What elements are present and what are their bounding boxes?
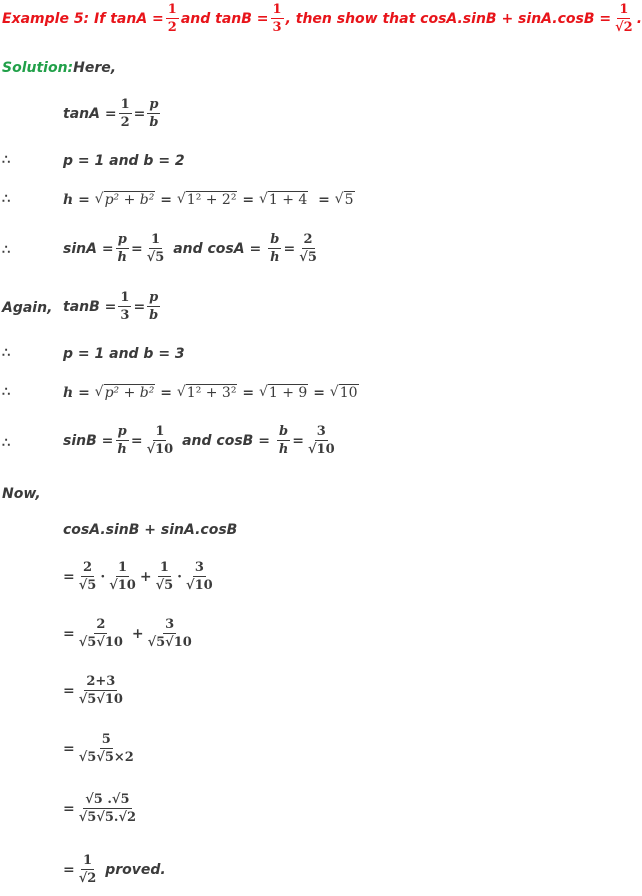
fraction-one-half: $\frac{1}{2}$ [167,2,177,35]
expr-line: cosA.sinB + sinA.cosB [63,522,238,538]
fraction-one-third: $\frac{1}{3}$ [272,2,282,35]
sinB-line: sinB = $\frac{p}{h}$ = $\frac{1}{√10}$ and cosB = $\frac{b}{h}$ = $\frac{3}{√10}$ [63,424,335,457]
solution-line [2,60,116,76]
h-line-1: h = √ p² + b² = √ 1² + 2² = √ 1 + 4 = √ 5 [63,191,354,208]
p1b2-line: p = 1 and b = 2 [63,153,185,169]
example-mid2: , then show that cosA.sinB + sinA.cosB = [285,10,612,27]
frac-p-b: $\frac{p}{b}$ [149,97,159,130]
now-label: Now, [2,486,41,502]
sqrt-p2b2: √ p² + b² [94,191,155,208]
sqrt-1-4: √ 1 + 4 [258,191,308,208]
example-prefix: Example 5: If tanA = [2,10,164,27]
proved-text: proved. [105,861,166,878]
tanA-line: tanA = $\frac{1}{2}$ = $\frac{p}{b}$ [63,97,159,130]
step-1: = $\frac{2}{√5}$ · $\frac{1}{√10}$ + $\frac{1}{√5}$ · $\frac{3}{√10}$ [63,560,213,593]
h-line-2: h = √ p² + b² = √ 1² + 3² = √ 1 + 9 = √ 10 [63,384,358,401]
solution-label: Solution: [2,60,74,76]
example-heading [2,2,642,35]
therefore-1: ∴ [2,153,11,168]
fraction-one-root-two: $\frac{1}{√2}$ [615,2,633,35]
therefore-6: ∴ [2,436,11,451]
p1b3-line: p = 1 and b = 3 [63,346,185,362]
therefore-2: ∴ [2,192,11,207]
sqrt-5: √ 5 [334,191,354,208]
sqrt-1-2: √ 1² + 2² [176,191,237,208]
therefore-3: ∴ [2,243,11,258]
step-4: = $\frac{5}{√5√5\times 2}$ [63,732,134,765]
again-label: Again, [2,300,53,316]
step-2: = $\frac{2}{√5√10}$ + $\frac{3}{√5√10}$ [63,617,192,650]
step-3: = $\frac{2+3}{√5√10}$ [63,674,123,707]
tanB-line: tanB = $\frac{1}{3}$ = $\frac{p}{b}$ [63,290,159,323]
sinA-line: sinA = $\frac{p}{h}$ = $\frac{1}{√5}$ and cosA = $\frac{b}{h}$ = $\frac{2}{√5}$ [63,232,317,265]
example-mid1: and tanB = [180,10,269,27]
example-end: . [636,10,642,27]
step-6: = $\frac{1}{√2}$ proved. [63,853,166,886]
step-5: = $\frac{√5 .√5}{√5√5.√2}$ [63,792,137,825]
therefore-5: ∴ [2,385,11,400]
frac-1-2: $\frac{1}{2}$ [120,97,130,130]
therefore-4: ∴ [2,346,11,361]
tanA-label: tanA [63,105,100,122]
solution-here: Here, [73,60,117,76]
